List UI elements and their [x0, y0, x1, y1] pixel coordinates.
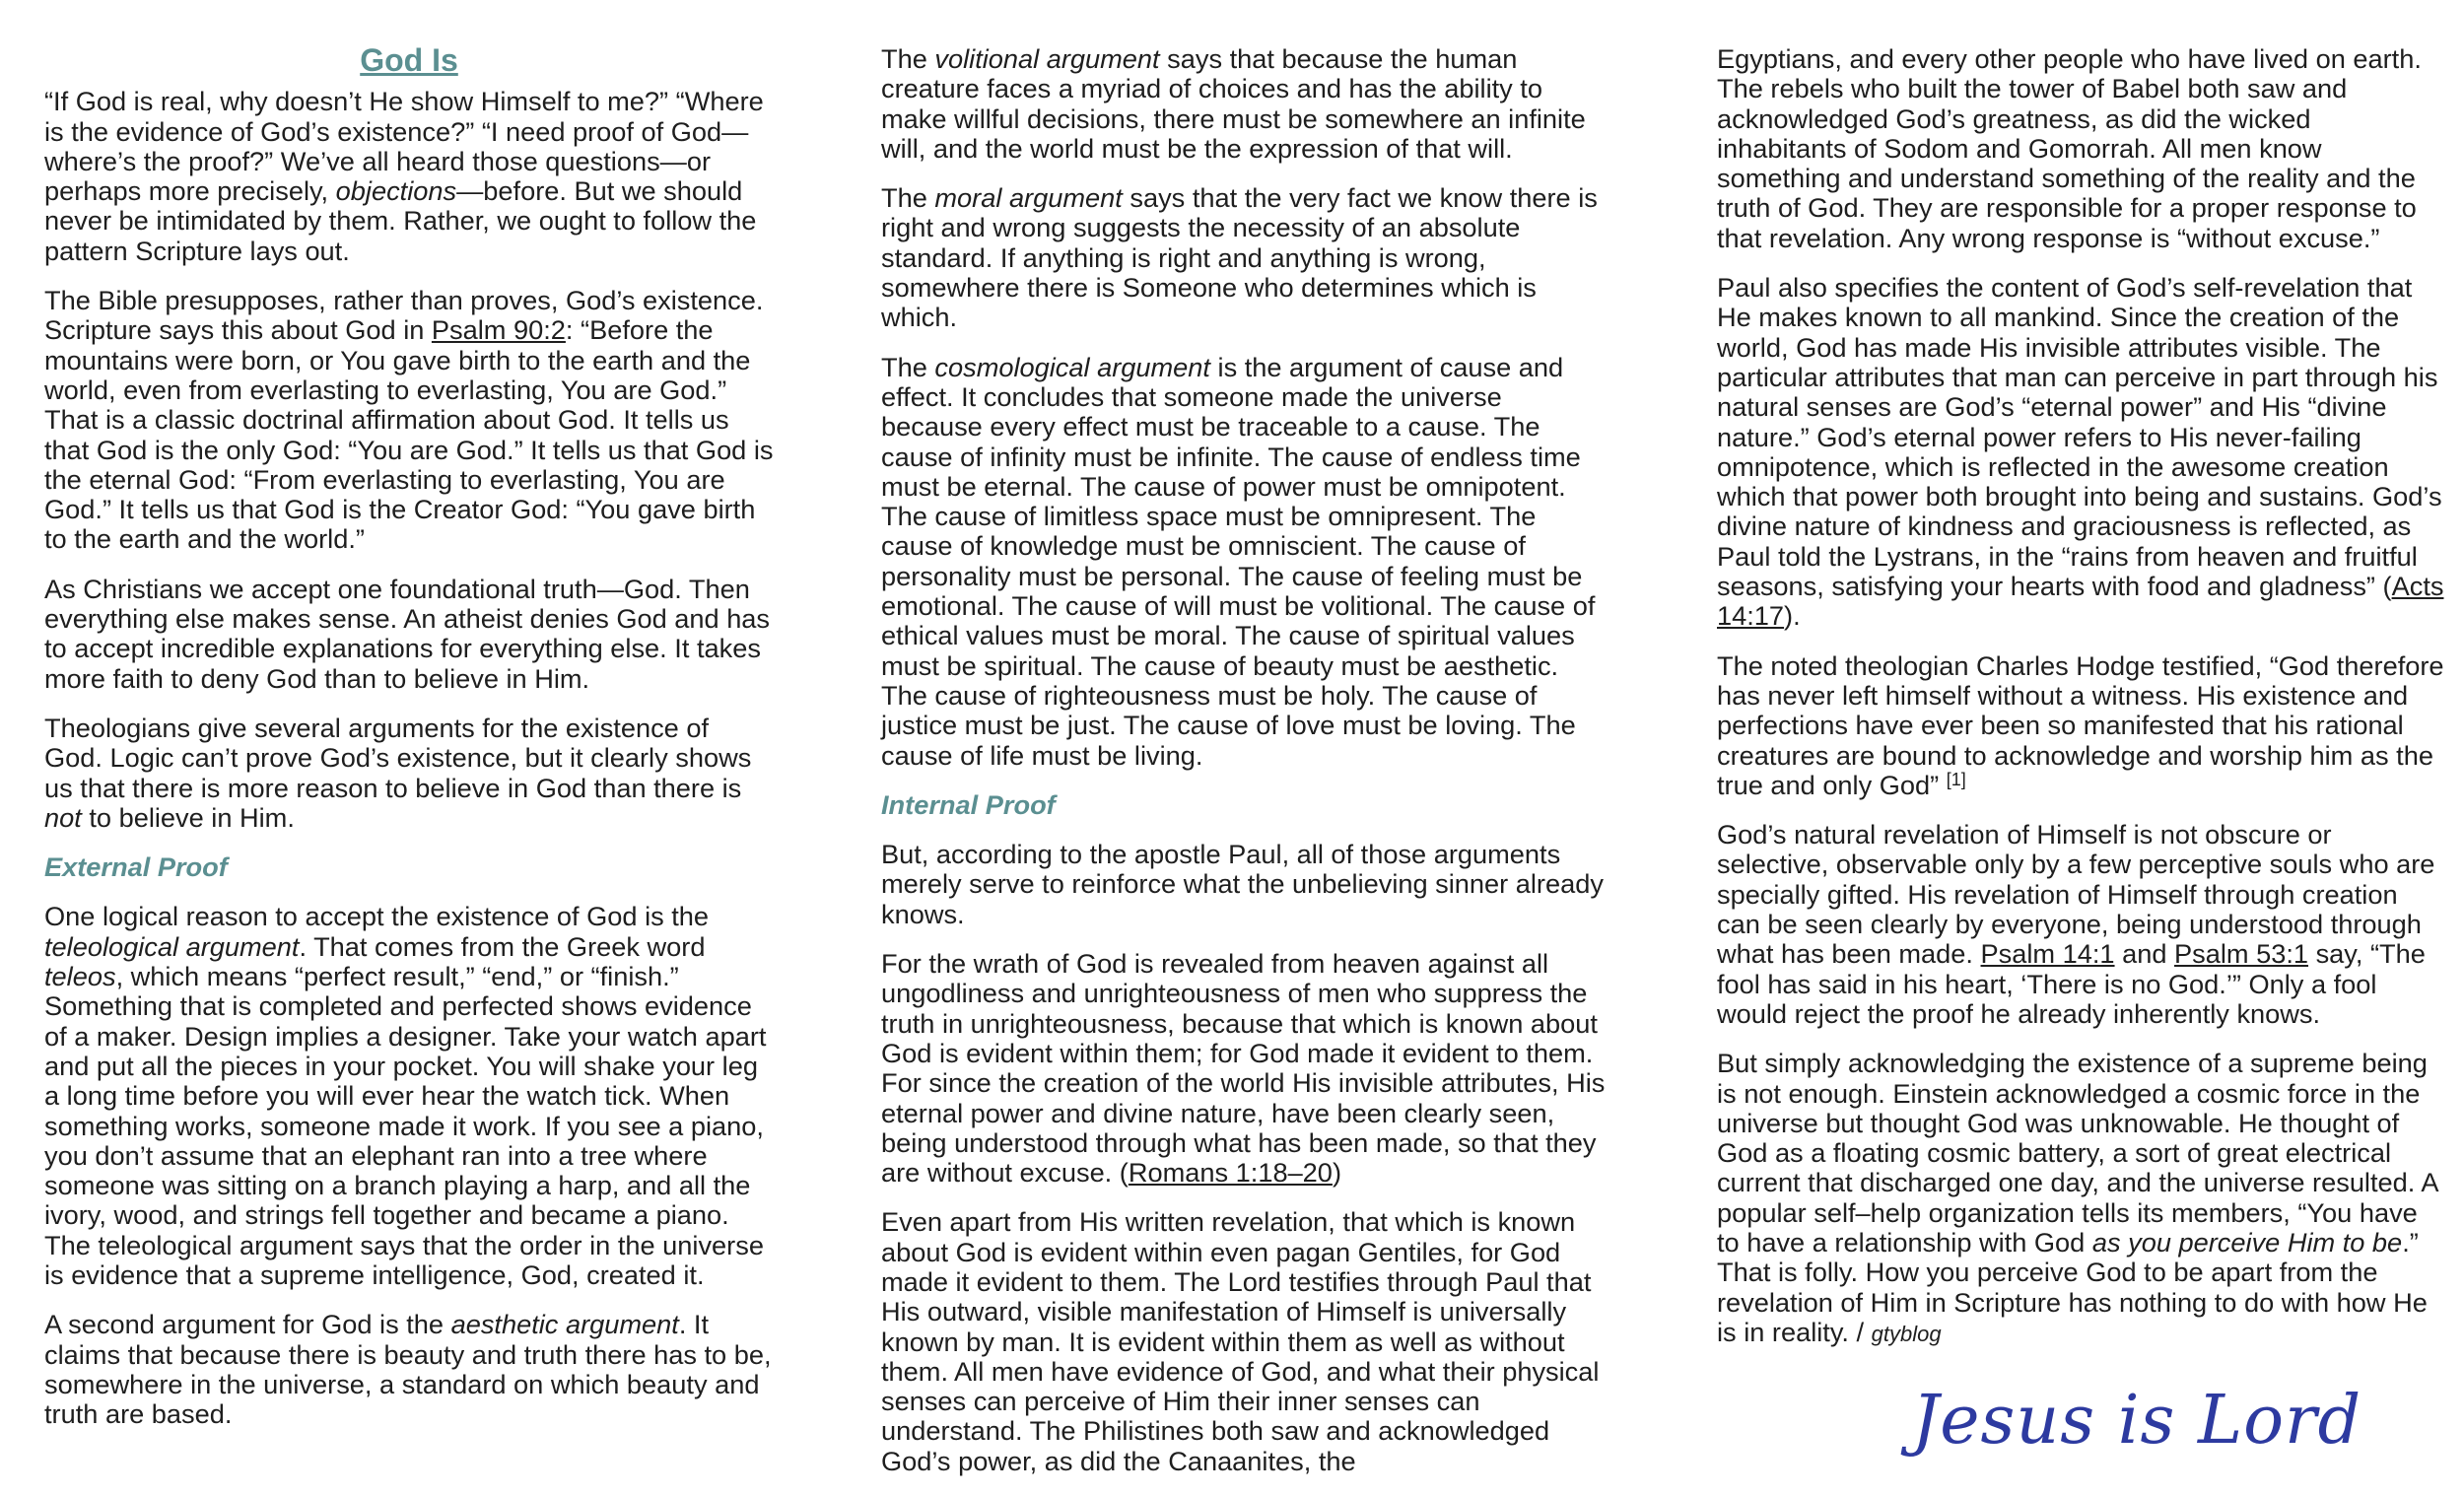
emphasis: moral argument	[934, 182, 1123, 214]
page-title: God Is	[360, 42, 458, 78]
paragraph: The volitional argument says that because the human creature faces a myriad of choices and has the ability to make willful decisions, there must be somewhere an infinite will, and the world must be the expression of that will.	[881, 43, 1586, 164]
section-heading: Internal Proof	[881, 788, 1056, 820]
column-2	[881, 44, 1610, 1496]
column-3	[1717, 44, 2446, 1369]
emphasis: cosmological argument	[934, 351, 1210, 382]
emphasis: as you perceive Him to be	[2091, 1226, 2403, 1258]
paragraph: A second argument for God is the aesthetic argument. It claims that because there is beauty and truth there has to be, somewhere in the universe, a standard on which beauty and truth are based.	[44, 1309, 772, 1430]
paragraph: “If God is real, why doesn’t He show Himself to me?” “Where is the evidence of God’s existence?” “I need proof of God—where’s the proof?” We’ve all heard those questions—or perhaps more precisely, objections—before. But we should never be intimidated by them. Rather, we ought to follow the pattern Scripture lays out.	[44, 86, 764, 266]
emphasis: objections	[335, 175, 457, 207]
column-1	[44, 37, 774, 1449]
paragraph: The cosmological argument is the argument of cause and effect. It concludes that someone made the universe because every effect must be traceable to a cause. The cause of infinity must be infinite. The cause of endless time must be eternal. The cause of power must be omnipotent. The cause of limitless space must be omnipresent. The cause of knowledge must be omniscient. The cause of personality must be personal. The cause of feeling must be emotional. The cause of will must be volitional. The cause of ethical values must be moral. The cause of spiritual values must be spiritual. The cause of beauty must be aesthetic. The cause of righteousness must be holy. The cause of justice must be just. The cause of love must be loving. The cause of life must be living.	[881, 351, 1596, 771]
paragraph: God’s natural revelation of Himself is not obscure or selective, observable only by a few perceptive souls who are specially gifted. His revelation of Himself through creation can be seen clearly by everyone, being understood through what has been made. Psalm 14:1 and Psalm 53:1 say, “The fool has said in his heart, ‘There is no God.’” Only a fool would reject the proof he already inherently knows.	[1717, 819, 2435, 1029]
scripture-link[interactable]: Acts 14:17	[1717, 571, 2444, 632]
emphasis: aesthetic argument	[450, 1309, 679, 1340]
paragraph: But simply acknowledging the existence of a supreme being is not enough. Einstein acknowledged a cosmic force in the universe but thought God was unknowable. He thought of God as a floating cosmic battery, a sort of great electrical current that discharged one day, and the universe resulted. A popular self–help organization tells its members, “You have to have a relationship with God as you perceive Him to be.” That is folly. How you perceive God to be apart from the revelation of Him in Scripture has nothing to do with how He is in reality. / gtyblog	[1717, 1048, 2438, 1347]
paragraph: Even apart from His written revelation, that which is known about God is evident within even pagan Gentiles, for God made it evident to them. The Lord testifies through Paul that His outward, visible manifestation of Himself is universally known by man. It is evident within them as well as without them. All men have evidence of God, and what their physical senses can perceive of Him their inner senses can understand. The Philistines both saw and acknowledged God’s power, as did the Canaanites, the	[881, 1206, 1600, 1476]
paragraph: As Christians we accept one foundational truth—God. Then everything else makes sense. An atheist denies God and has to accept incredible explanations for everything else. It takes more faith to deny God than to believe in Him.	[44, 573, 771, 694]
paragraph: Theologians give several arguments for the existence of God. Logic can’t prove God’s existence, but it clearly shows us that there is more reason to believe in God than there is not to believe in Him.	[44, 712, 752, 833]
emphasis: not	[44, 801, 82, 833]
paragraph: Paul also specifies the content of God’s self-revelation that He makes known to all mankind. Since the creation of the world, God has made His invisible attributes visible. The particular attributes that man can perceive in part through his natural senses are God’s “eternal power” and His “divine nature.” God’s eternal power refers to His never-failing omnipotence, which is reflected in the awesome creation which that power both brought into being and sustains. God’s divine nature of kindness and graciousness is reflected, as Paul told the Lystrans, in the “rains from heaven and fruitful seasons, satisfying your hearts with food and gladness” (Acts 14:17).	[1717, 272, 2444, 632]
paragraph: One logical reason to accept the existence of God is the teleological argument. That comes from the Greek word teleos, which means “perfect result,” “end,” or “finish.” Something that is completed and perfected shows evidence of a maker. Design implies a designer. Take your watch apart and put all the pieces in your pocket. You will shake your leg a long time before you will ever hear the watch tick. When something works, someone made it work. If you see a piano, you don’t assume that an elephant ran into a tree where someone was sitting on a branch playing a harp, and all the ivory, wood, and strings fell together and became a piano. The teleological argument says that the order in the universe is evidence that a supreme intelligence, God, created it.	[44, 901, 767, 1290]
source-credit: gtyblog	[1871, 1321, 1942, 1346]
emphasis: teleological argument	[44, 930, 300, 962]
paragraph: The Bible presupposes, rather than proves, God’s existence. Scripture says this about God in Psalm 90:2: “Before the mountains were born, or You gave birth to the earth and the world, even from everlasting to everlasting, You are God.” That is a classic doctrinal affirmation about God. It tells us that God is the only God: “You are God.” It tells us that God is the eternal God: “From everlasting to everlasting, You are God.” It tells us that God is the Creator God: “You gave birth to the earth and the world.”	[44, 285, 774, 555]
scripture-link[interactable]: Romans 1:18–20	[1128, 1157, 1333, 1189]
paragraph: The moral argument says that the very fact we know there is right and wrong suggests the necessity of an absolute standard. If anything is right and anything is wrong, somewhere there is Someone who determines which is which.	[881, 182, 1598, 333]
signature: Jesus is Lord	[1912, 1382, 2362, 1460]
paragraph: The noted theologian Charles Hodge testified, “God therefore has never left himself without a witness. His existence and perfections have ever been so manifested that his rational creatures are bound to acknowledge and worship him as the true and only God” [1]	[1717, 649, 2444, 800]
section-heading: External Proof	[44, 851, 228, 883]
scripture-link[interactable]: Psalm 90:2	[431, 314, 566, 346]
emphasis: volitional argument	[934, 43, 1160, 74]
paragraph: But, according to the apostle Paul, all of those arguments merely serve to reinforce what the unbelieving sinner already knows.	[881, 839, 1604, 929]
scripture-link[interactable]: Psalm 14:1	[1980, 938, 2115, 970]
emphasis: teleos	[44, 961, 116, 992]
paragraph: Egyptians, and every other people who have lived on earth. The rebels who built the tower of Babel both saw and acknowledged God’s greatness, as did the wicked inhabitants of Sodom and Gomorrah. All men know something and understand something of the reality and the truth of God. They are responsible for a proper response to that revelation. Any wrong response is “without excuse.”	[1717, 43, 2422, 253]
scripture-link[interactable]: Psalm 53:1	[2174, 938, 2309, 970]
footnote-marker[interactable]: [1]	[1946, 769, 1966, 789]
block-quote: For the wrath of God is revealed from heaven against all ungodliness and unrighteousness of men who suppress the truth in unrighteousness, because that which is known about God is evident within them; for God made it evident to them. For since the creation of the world His invisible attributes, His eternal power and divine nature, have been clearly seen, being understood through what has been made, so that they are without excuse. (Romans 1:18–20)	[881, 948, 1606, 1189]
